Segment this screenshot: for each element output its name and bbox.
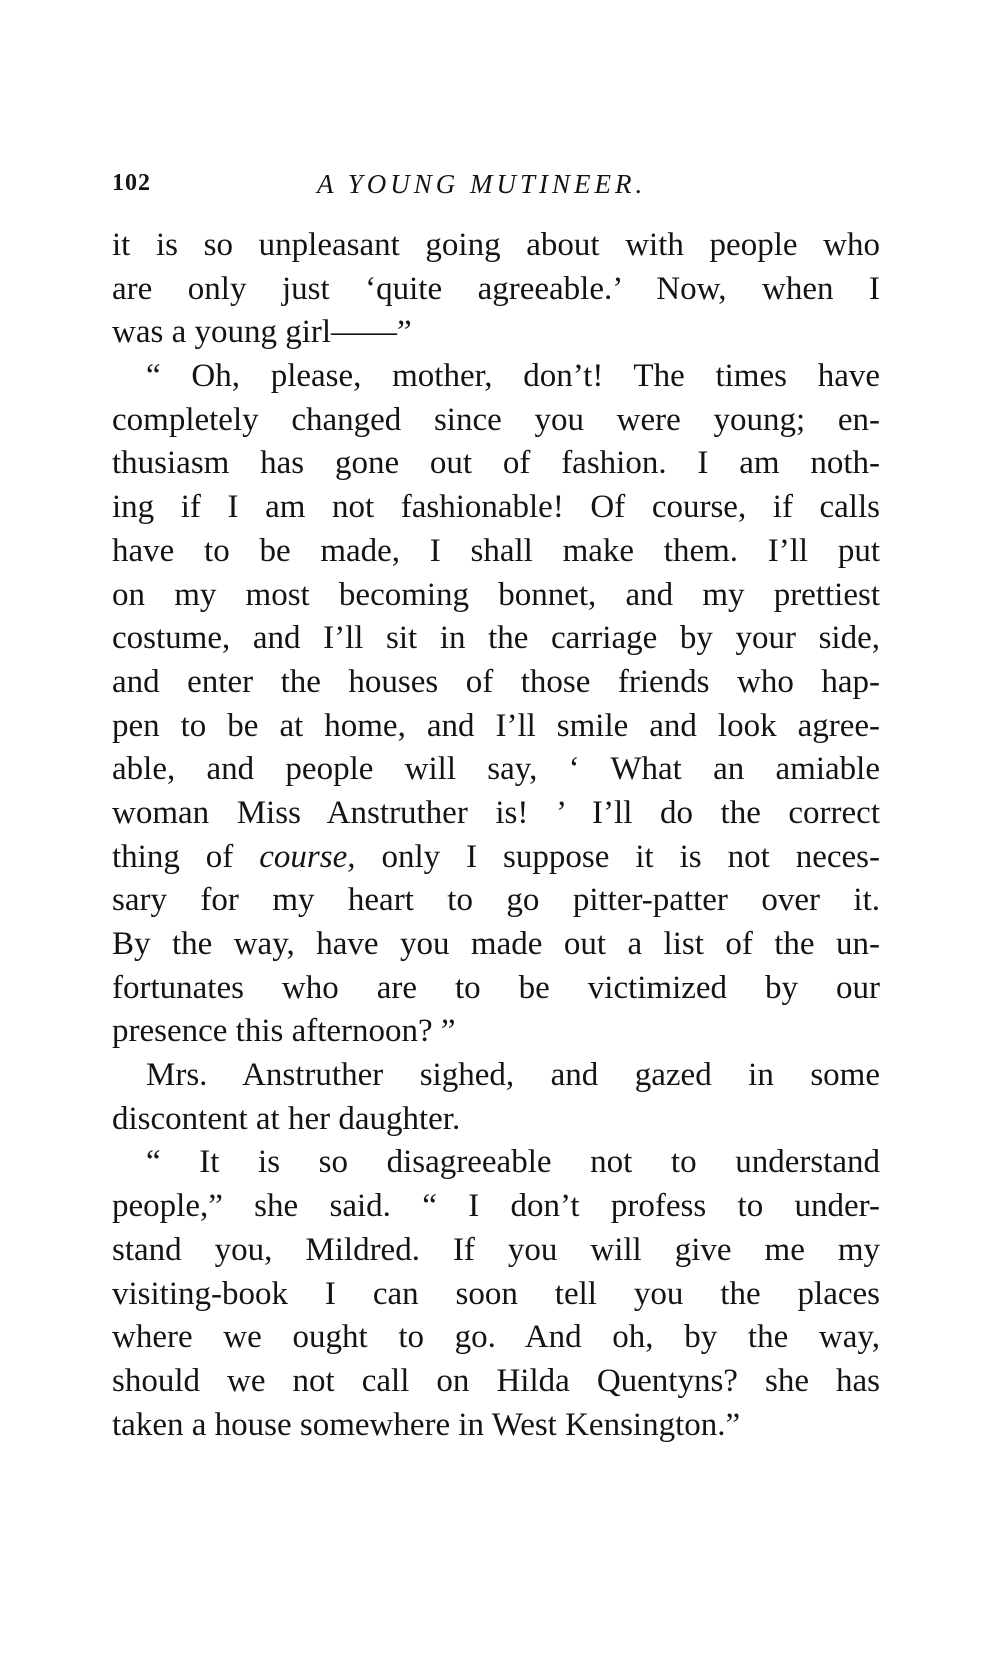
text-line: it is so unpleasant going about with people who [112, 227, 880, 263]
text-line: thusiasm has gone out of fashion. I am noth- [112, 445, 880, 482]
text-line: should we not call on Hilda Quentyns? she has [112, 1362, 880, 1399]
paragraph [112, 1054, 880, 1141]
text-line: presence this afternoon? ” [112, 1013, 456, 1050]
text-line: and enter the houses of those friends who hap- [112, 663, 880, 700]
text-line: completely changed since you were young; en- [112, 401, 880, 438]
text-line: stand you, Mildred. If you will give me my [112, 1231, 880, 1268]
running-title: A YOUNG MUTINEER. [317, 169, 647, 199]
page-number: 102 [112, 170, 151, 196]
text-line: thing of course, only I suppose it is not neces- [112, 838, 880, 875]
text-line: Mrs. Anstruther sighed, and gazed in some [146, 1057, 880, 1094]
text-line: taken a house somewhere in West Kensington.” [112, 1406, 741, 1443]
text-line: visiting-book I can soon tell you the places [112, 1275, 880, 1312]
text-line: able, and people will say, ‘ What an amiable [112, 751, 880, 788]
text-line: have to be made, I shall make them. I’ll put [112, 532, 880, 569]
text-line: costume, and I’ll sit in the carriage by your side, [112, 620, 880, 657]
text-line: pen to be at home, and I’ll smile and look agree- [112, 707, 880, 744]
text-line: sary for my heart to go pitter-patter over it. [112, 882, 880, 919]
page-header [112, 170, 880, 206]
paragraph [112, 355, 880, 1054]
text-line: woman Miss Anstruther is! ’ I’ll do the correct [112, 794, 880, 831]
paragraph [112, 1141, 880, 1447]
text-line: By the way, have you made out a list of the un- [112, 926, 880, 962]
paragraph [112, 224, 880, 355]
body-text [112, 224, 880, 1447]
text-line: ing if I am not fashionable! Of course, if calls [112, 489, 880, 526]
text-line: people,” she said. “ I don’t profess to under- [112, 1188, 880, 1225]
text-line: was a young girl——” [112, 314, 412, 351]
text-line: where we ought to go. And oh, by the way, [112, 1319, 880, 1356]
text-line: on my most becoming bonnet, and my prettiest [112, 576, 880, 613]
text-line: discontent at her daughter. [112, 1100, 461, 1137]
text-line: “ It is so disagreeable not to understand [146, 1144, 880, 1181]
text-line: fortunates who are to be victimized by our [112, 969, 880, 1006]
text-line: “ Oh, please, mother, don’t! The times have [146, 358, 880, 395]
text-line: are only just ‘quite agreeable.’ Now, when I [112, 270, 880, 307]
